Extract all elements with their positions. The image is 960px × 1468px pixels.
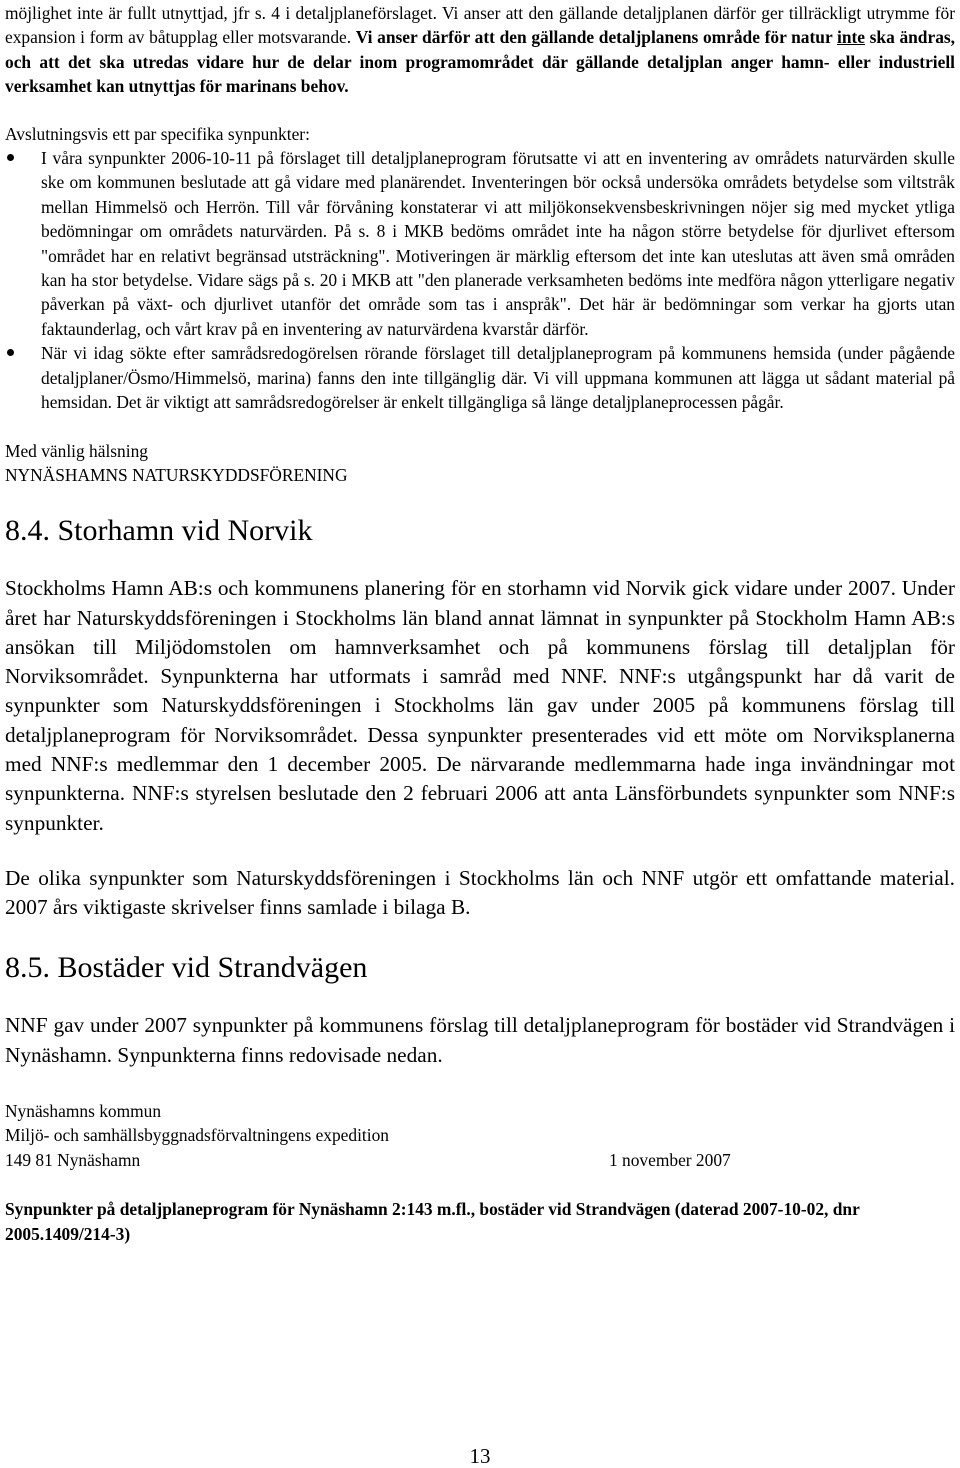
postal-address: 149 81 Nynäshamn (5, 1149, 141, 1170)
intro-bold-text: Vi anser därför att den gällande detaljplanens område för natur inte ska ändras, och att det ska utredas vidare hur de delar inom programområdet där gällande detaljplan anger hamn- eller industriell verksamhet kan utnyttjas för marinans behov. (5, 27, 956, 97)
list-item: I våra synpunkter 2006-10-11 på förslaget till detaljplaneprogram förutsatte vi att en inventering av områdets naturvärden skulle ske om kommunen beslutade att gå vidare med planärendet. Inventeringen bör också undersöka områdets betydelse som viltstråk mellan Himmelsö och Herrön. Till vår förvåning konstaterar vi att miljökonsekvensbeskrivningen nöjer sig med mycket ytliga bedömningar om områdets naturvärden. På s. 8 i MKB bedöms området inte ha någon större betydelse för djurlivet eftersom "området har en relativt begränsad utsträckning". Motiveringen är märklig eftersom det inte kan uteslutas att även små områden kan ha stor betydelse. Vidare sägs på s. 20 i MKB att "den planerade verksamheten bedöms inte medföra någon ytterligare negativ påverkan på växt- och djurlivet utanför det område som tas i anspråk". Det här är bedömningar som verkar ha gjorts utan faktaunderlag, och vårt krav på en inventering av naturvärdena kvarstår därför. (5, 146, 955, 341)
closing-bullet-list (5, 146, 955, 414)
postal-date-row (5, 1148, 955, 1172)
page-number: 13 (469, 1444, 491, 1468)
recipient-line-1: Nynäshamns kommun (5, 1100, 162, 1121)
list-item: När vi idag sökte efter samrådsredogörelsen rörande förslaget till detaljplaneprogram på kommunens hemsida (under pågående detaljplaner/Ösmo/Himmelsö, marina) fanns den inte tillgänglig där. Vi vill uppmana kommunen att lägga ut sådant material på hemsidan. Det är viktigt att samrådsredogörelser är enkelt tillgängliga så länge detaljplaneprocessen pågår. (5, 341, 955, 414)
letter-date: 1 november 2007 (609, 1149, 731, 1170)
section-8-4-paragraph-1: Stockholms Hamn AB:s och kommunens planering för en storhamn vid Norvik gick vidare under 2007. Under året har Naturskyddsföreningen i Stockholms län bland annat lämnat in synpunkter på Stockholm Hamn AB:s ansökan till Miljödomstolen om hamnverksamhet och på kommunens förslag till detaljplan för Norviksområdet. Synpunkterna har utformats i samråd med NNF. NNF:s utgångspunkt har då varit de synpunkter som Naturskyddsföreningen i Stockholms län gav under 2005 på kommunens förslag till detaljplaneprogram för Norviksområdet. Dessa synpunkter presenterades vid ett möte om Norviksplanerna med NNF:s medlemmar den 1 december 2005. De närvarande medlemmarna hade inga invändningar mot synpunkterna. NNF:s styrelsen beslutade den 2 februari 2006 att anta Länsförbundets synpunkter som NNF:s synpunkter. (5, 576, 955, 835)
intro-normal-text: möjlighet inte är fullt utnyttjad, jfr s. 4 i detaljplaneförslaget. Vi anser att den gällande detaljplanen därför ger tillräckligt utrymme för expansion i form av båtupplag eller motsvarande. (5, 3, 955, 48)
letter-subject: Synpunkter på detaljplaneprogram för Nynäshamn 2:143 m.fl., bostäder vid Strandvägen (daterad 2007-10-02, dnr 2005.1409/214-3) (5, 1199, 860, 1244)
closing-title: Avslutningsvis ett par specifika synpunkter: (5, 123, 310, 144)
organization-name: NYNÄSHAMNS NATURSKYDDSFÖRENING (5, 464, 348, 485)
signature-block (5, 439, 955, 488)
greeting: Med vänlig hälsning (5, 440, 148, 461)
intro-paragraph (5, 1, 955, 99)
document-page (5, 0, 955, 1246)
section-8-5-paragraph: NNF gav under 2007 synpunkter på kommunens förslag till detaljplaneprogram för bostäder vid Strandvägen i Nynäshamn. Synpunkterna finns redovisade nedan. (5, 1013, 955, 1067)
section-8-4-paragraph-2: De olika synpunkter som Naturskyddsföreningen i Stockholms län och NNF utgör ett omfattande material. 2007 års viktigaste skrivelser finns samlade i bilaga B. (5, 865, 955, 920)
section-heading-8-4: 8.4. Storhamn vid Norvik (5, 514, 313, 548)
bullet-icon (7, 349, 14, 356)
section-heading-8-5: 8.5. Bostäder vid Strandvägen (5, 951, 368, 985)
bullet-icon (7, 154, 14, 161)
recipient-line-2: Miljö- och samhällsbyggnadsförvaltningens expedition (5, 1125, 389, 1146)
underlined-word: inte (837, 27, 866, 48)
letter-address-block (5, 1099, 955, 1172)
